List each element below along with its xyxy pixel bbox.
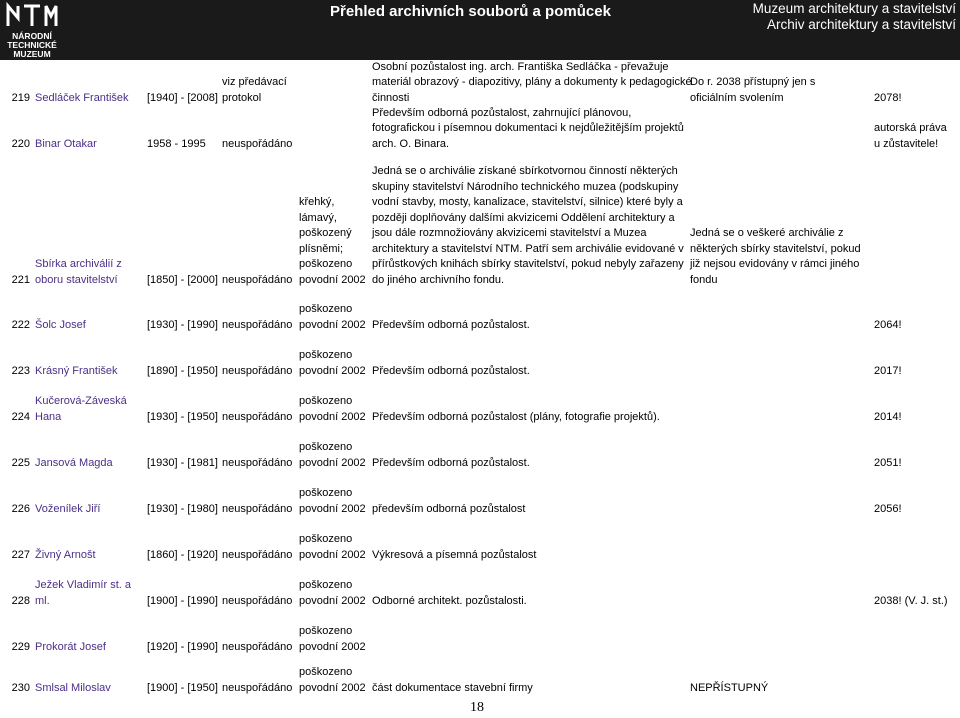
processing-status: neuspořádáno: [222, 456, 293, 469]
fond-description: vodní stavby, mosty, kanalizace, stavitelství, silnice) které byly a: [372, 196, 683, 208]
row-separator: [0, 698, 960, 699]
condition-note: poškozeno: [299, 303, 353, 315]
processing-status: neuspořádáno: [222, 681, 293, 694]
row-number: 228: [11, 594, 30, 607]
row-separator: [0, 565, 960, 566]
person-name: Kučerová-Záveská: [35, 395, 127, 407]
processing-status: neuspořádáno: [222, 640, 293, 653]
condition-note: plísněmi;: [299, 242, 344, 255]
rights-note: 2051!: [874, 456, 902, 469]
date-range: [1930] - [1990]: [147, 318, 218, 331]
row-number: 219: [11, 91, 30, 104]
condition-note: povodní 2002: [299, 548, 366, 561]
fond-description: Jedná se o archiválie získané sbírkotvornou činností některých: [372, 165, 678, 177]
condition-note: poškozeno: [299, 441, 353, 453]
fond-description: materiál obrazový - diapozitivy, plány a dokumenty k pedagogické: [372, 76, 692, 88]
fond-description: později doplňovány dalšími akvizicemi Oddělení architektury a: [372, 211, 675, 224]
processing-status: neuspořádáno: [222, 364, 293, 377]
condition-note: lámavý,: [299, 211, 337, 224]
fond-description: Především odborná pozůstalost, zahrnující plánovou,: [372, 106, 632, 119]
date-range: [1940] - [2008]: [147, 91, 218, 104]
ntm-logo: [4, 2, 60, 58]
person-name: Ježek Vladimír st. a: [35, 579, 131, 591]
row-number: 230: [11, 681, 30, 694]
person-name: oboru stavitelství: [35, 273, 118, 286]
row-separator: [0, 611, 960, 612]
row-number: 229: [11, 640, 30, 653]
condition-note: povodní 2002: [299, 410, 366, 423]
condition-note: povodní 2002: [299, 456, 366, 469]
logo-text-line-1: NÁRODNÍ: [12, 31, 52, 41]
page-number: 18: [470, 700, 484, 715]
logo-text-line-2: TECHNICKÉ: [7, 40, 57, 50]
condition-note: poškozeno: [299, 533, 353, 545]
row-separator: [0, 154, 960, 155]
processing-status: viz předávací: [222, 76, 287, 88]
person-name: ml.: [35, 594, 50, 607]
page-header: [0, 0, 960, 60]
date-range: [1930] - [1980]: [147, 502, 218, 515]
condition-note: poškozeno: [299, 258, 353, 270]
fond-description: činnosti: [372, 91, 410, 104]
condition-note: povodní 2002: [299, 502, 366, 515]
document-title: Přehled archivních souborů a pomůcek: [330, 3, 611, 20]
fond-description: Výkresová a písemná pozůstalost: [372, 548, 537, 561]
row-separator: [0, 290, 960, 291]
person-name: Krásný František: [35, 364, 118, 377]
condition-note: poškozený: [299, 227, 352, 239]
rights-note: 2078!: [874, 91, 902, 104]
row-separator: [0, 381, 960, 382]
processing-status: protokol: [222, 91, 262, 104]
access-note: již nejsou evidovány v rámci jiného: [690, 258, 860, 270]
date-range: [1850] - [2000]: [147, 273, 218, 286]
access-note: oficiálním svolením: [690, 91, 784, 104]
ntm-logo-icon: [4, 2, 60, 28]
row-separator: [0, 473, 960, 474]
access-note: Jedná se o veškeré archiválie z: [690, 227, 844, 239]
condition-note: poškozeno: [299, 395, 353, 407]
access-note: fondu: [690, 273, 718, 286]
fond-description: Především odborná pozůstalost.: [372, 318, 530, 331]
row-number: 226: [11, 502, 30, 515]
condition-note: povodní 2002: [299, 681, 366, 694]
person-name: Sbírka archiválií z: [35, 258, 122, 270]
fond-description: jsou dále rozmnožiovány akvizicemi stavitelství a Muzea: [372, 227, 647, 239]
person-name: Jansová Magda: [35, 456, 113, 469]
date-range: [1890] - [1950]: [147, 364, 218, 377]
person-name: Prokorát Josef: [35, 640, 106, 653]
processing-status: neuspořádáno: [222, 594, 293, 607]
condition-note: poškozeno: [299, 349, 353, 361]
institution-line-1: Muzeum architektury a stavitelství: [752, 1, 956, 16]
institution-line-2: Archiv architektury a stavitelství: [766, 17, 956, 32]
institution-block: [753, 1, 956, 33]
fond-description: arch. O. Binara.: [372, 137, 450, 150]
date-range: 1958 - 1995: [147, 137, 206, 150]
condition-note: povodní 2002: [299, 273, 366, 286]
rights-note: 2064!: [874, 318, 902, 331]
rights-note: 2038! (V. J. st.): [874, 594, 948, 607]
fond-description: skupiny stavitelství Národního technického muzea (podskupiny: [372, 180, 679, 193]
fond-description: architektury a stavitelství NTM. Patří sem archiválie evidované v: [372, 242, 684, 255]
date-range: [1920] - [1990]: [147, 640, 218, 653]
row-separator: [0, 335, 960, 336]
row-number: 225: [11, 456, 30, 469]
person-name: Sedláček František: [35, 91, 129, 104]
rights-note: 2014!: [874, 410, 902, 423]
row-number: 227: [11, 548, 30, 561]
processing-status: neuspořádáno: [222, 137, 293, 150]
date-range: [1900] - [1950]: [147, 681, 218, 694]
fond-description: do jiného archivního fondu.: [372, 273, 505, 286]
row-separator: [0, 427, 960, 428]
fond-description: Osobní pozůstalost ing. arch. Františka Sedláčka - převažuje: [372, 60, 669, 73]
condition-note: poškozeno: [299, 487, 353, 499]
access-note: NEPŘÍSTUPNÝ: [690, 681, 769, 694]
rights-note: u zůstavitele!: [874, 137, 939, 150]
logo-text-line-3: MUZEUM: [13, 49, 51, 59]
fond-description: přírůstkových knihách sbírky stavitelství, pokud nebyly zařazeny: [372, 258, 684, 270]
row-number: 222: [11, 318, 30, 331]
condition-note: povodní 2002: [299, 318, 366, 331]
row-separator: [0, 657, 960, 658]
person-name: Hana: [35, 410, 62, 423]
condition-note: povodní 2002: [299, 594, 366, 607]
processing-status: neuspořádáno: [222, 273, 293, 286]
row-number: 224: [11, 410, 30, 423]
person-name: Binar Otakar: [35, 137, 97, 150]
row-number: 223: [11, 364, 30, 377]
processing-status: neuspořádáno: [222, 548, 293, 561]
access-note: některých sbírky stavitelství, pokud: [690, 242, 861, 255]
condition-note: povodní 2002: [299, 640, 366, 653]
date-range: [1900] - [1990]: [147, 594, 218, 607]
rights-note: autorská práva: [874, 122, 947, 134]
person-name: Smlsal Miloslav: [35, 681, 111, 694]
condition-note: povodní 2002: [299, 364, 366, 377]
processing-status: neuspořádáno: [222, 502, 293, 515]
fond-description: Odborné architekt. pozůstalosti.: [372, 594, 527, 607]
fond-description: Především odborná pozůstalost.: [372, 364, 530, 377]
person-name: Voženílek Jiří: [35, 502, 101, 515]
condition-note: křehký,: [299, 196, 335, 208]
fond-description: především odborná pozůstalost: [372, 502, 526, 515]
condition-note: poškozeno: [299, 579, 353, 591]
rights-note: 2056!: [874, 502, 902, 515]
processing-status: neuspořádáno: [222, 318, 293, 331]
row-separator: [0, 519, 960, 520]
date-range: [1930] - [1981]: [147, 456, 218, 469]
fond-description: část dokumentace stavební firmy: [372, 681, 533, 694]
rights-note: 2017!: [874, 364, 902, 377]
row-number: 220: [11, 137, 30, 150]
condition-note: poškozeno: [299, 625, 353, 637]
access-note: Do r. 2038 přístupný jen s: [690, 76, 816, 88]
person-name: Živný Arnošt: [35, 548, 96, 561]
fond-description: Především odborná pozůstalost.: [372, 456, 530, 469]
processing-status: neuspořádáno: [222, 410, 293, 423]
date-range: [1930] - [1950]: [147, 410, 218, 423]
row-number: 221: [11, 273, 30, 286]
fond-description: fotografickou i písemnou dokumentaci k nejdůležitějším projektů: [372, 122, 684, 134]
condition-note: poškozeno: [299, 666, 353, 678]
date-range: [1860] - [1920]: [147, 548, 218, 561]
fond-description: Především odborná pozůstalost (plány, fotografie projektů).: [372, 410, 660, 423]
person-name: Šolc Josef: [35, 318, 86, 331]
